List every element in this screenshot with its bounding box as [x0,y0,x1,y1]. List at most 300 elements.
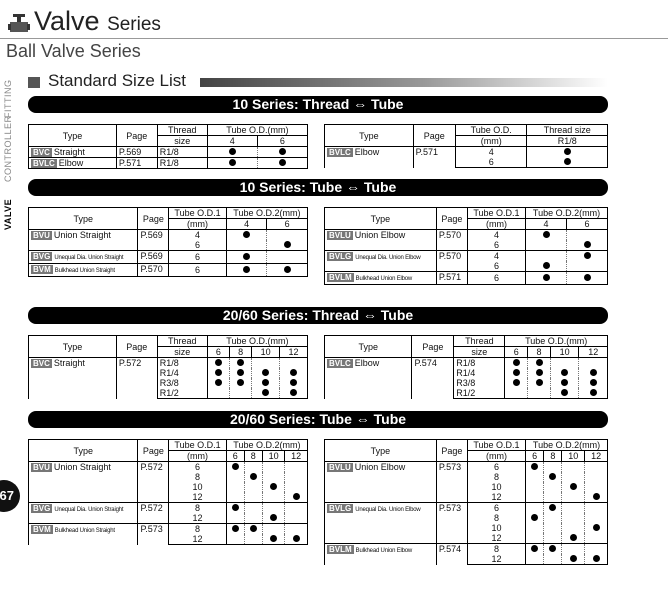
thread-size-cell: R1/8 [454,358,505,369]
col-od: 10 [252,347,280,358]
col-type: Type [325,336,412,358]
availability-cell [226,513,244,524]
availability-cell [526,261,567,272]
col-od: 6 [207,347,229,358]
page-ref[interactable]: P.572 [138,503,169,524]
table-row [325,358,608,369]
availability-cell [527,157,608,168]
availability-dot-icon [536,379,543,386]
availability-cell [226,472,244,482]
availability-cell [526,523,544,533]
product-code-badge: BVLC [329,359,351,368]
col-type: Type [325,208,437,230]
page-ref[interactable]: P.570 [436,251,467,272]
col-od: 4 [526,219,567,230]
product-name: Unequal Dia. Union Elbow [355,255,421,261]
availability-dot-icon [531,545,538,552]
thread-size-cell: R1/4 [454,368,505,378]
availability-cell [579,368,608,378]
title-divider [0,38,668,39]
availability-cell [229,368,251,378]
availability-dot-icon [250,525,257,532]
product-code-badge: BVG [33,252,51,261]
availability-cell [544,554,562,565]
product-name: Bulkhead Union Straight [54,268,115,274]
thread-size-cell: R1/8 [157,158,207,169]
availability-dot-icon [290,389,297,396]
product-name: Straight [53,358,85,368]
side-tab-controller[interactable]: CONTROLLER [3,115,13,182]
availability-dot-icon [536,369,543,376]
availability-cell [579,358,608,369]
product-code-badge: BVU [33,231,50,240]
availability-dot-icon [593,524,600,531]
availability-dot-icon [215,369,222,376]
page-ref[interactable]: P.569 [116,147,157,158]
col-od: 12 [280,347,308,358]
availability-cell [528,388,551,399]
availability-dot-icon [590,389,597,396]
availability-cell [207,147,257,158]
availability-dot-icon [284,241,291,248]
availability-cell [526,240,567,251]
availability-dot-icon [513,359,520,366]
availability-dot-icon [593,493,600,500]
product-name: Elbow [354,358,380,368]
col-od: 8 [229,347,251,358]
availability-cell [280,368,308,378]
tube-od-cell: 12 [169,513,227,524]
availability-cell [244,482,262,492]
type-cell [325,251,437,272]
tube-od-cell: 10 [467,482,525,492]
availability-cell [550,388,578,399]
table-row [325,230,608,241]
tube-od-cell: 10 [467,523,525,533]
availability-dot-icon [215,379,222,386]
thread-size-cell: R3/8 [157,378,207,388]
availability-cell [262,513,285,524]
col-od: 10 [562,451,585,462]
tube-od-cell: 12 [169,534,227,545]
page-ref[interactable]: P.574 [412,358,454,399]
thread-size-cell: R1/2 [157,388,207,399]
page-ref[interactable]: P.571 [436,272,467,285]
col-thread: Thread [454,336,505,347]
page-ref[interactable]: P.571 [116,158,157,169]
availability-cell [262,492,285,503]
col-od: 8 [544,451,562,462]
availability-cell [226,251,267,264]
availability-dot-icon [513,379,520,386]
availability-dot-icon [584,274,591,281]
product-name: Straight [53,147,85,157]
availability-dot-icon [293,493,300,500]
availability-cell [526,503,544,514]
tube-od-cell: 12 [467,492,525,503]
availability-cell [262,462,285,473]
type-cell [325,272,437,285]
col-tube-od1: Tube O.D.1 [467,208,525,219]
availability-cell [207,158,257,169]
page-ref[interactable]: P.574 [436,544,467,565]
page-ref[interactable]: P.572 [138,462,169,503]
availability-dot-icon [243,253,250,260]
availability-dot-icon [250,473,257,480]
availability-dot-icon [590,379,597,386]
col-page: Page [412,336,454,358]
col-tube-od1: Tube O.D.1 [169,208,227,219]
availability-dot-icon [293,535,300,542]
product-name: Union Straight [53,462,111,472]
availability-cell [280,378,308,388]
availability-cell [285,462,308,473]
availability-cell [544,544,562,555]
availability-dot-icon [543,274,550,281]
page-ref[interactable]: P.573 [436,503,467,544]
tube-od-cell: 4 [455,147,526,158]
availability-dot-icon [270,483,277,490]
type-cell [29,158,117,169]
col-od: 6 [505,347,528,358]
product-name: Unequal Dia. Union Elbow [355,507,421,513]
section-title: Standard Size List [48,71,186,90]
availability-cell [207,388,229,399]
page-ref[interactable]: P.570 [138,264,169,277]
availability-cell [579,378,608,388]
availability-dot-icon [237,379,244,386]
availability-cell [285,472,308,482]
col-mm: (mm) [467,219,525,230]
type-cell [29,524,138,545]
col-mm: (mm) [455,136,526,147]
product-code-badge: BVLU [329,231,351,240]
availability-dot-icon [262,389,269,396]
availability-cell [550,368,578,378]
col-page: Page [436,208,467,230]
product-name: Union Elbow [354,230,406,240]
col-tube-od2: Tube O.D.2(mm) [226,440,307,451]
type-cell [29,147,117,158]
product-code-badge: BVG [33,504,51,513]
type-cell [325,503,437,544]
availability-cell [226,503,244,514]
table-row [29,147,308,158]
title-sub: Series [107,14,161,35]
table-2060-thread-tube-right [324,335,608,399]
availability-cell [562,533,585,544]
band-2060-tube-tube: 20/60 Series: Tube ⇔ Tube [28,411,608,428]
availability-cell [226,492,244,503]
table-10-tube-tube-left [28,207,308,277]
availability-cell [207,378,229,388]
product-code-badge: BVU [33,463,50,472]
col-tube-od: Tube O.D.(mm) [505,336,608,347]
availability-cell [505,368,528,378]
availability-cell [285,534,308,545]
availability-dot-icon [584,252,591,259]
valve-icon [8,14,30,34]
tube-od-cell: 8 [169,472,227,482]
tube-od-cell: 8 [169,503,227,514]
availability-cell [280,388,308,399]
col-od: 6 [267,219,308,230]
page-subtitle: Ball Valve Series [6,41,141,61]
availability-dot-icon [561,379,568,386]
tube-od-cell: 6 [467,462,525,473]
availability-cell [262,524,285,535]
tube-od-cell: 6 [455,157,526,168]
availability-dot-icon [570,534,577,541]
col-od: 4 [207,136,257,147]
section-square-icon [28,77,40,88]
availability-cell [526,533,544,544]
col-mm: (mm) [467,451,525,462]
availability-cell [585,523,608,533]
availability-cell [562,523,585,533]
page-ref[interactable]: P.573 [138,524,169,545]
availability-cell [544,462,562,473]
availability-dot-icon [229,148,236,155]
availability-cell [244,513,262,524]
tube-od-cell: 12 [169,492,227,503]
product-name: Bulkhead Union Straight [54,528,115,534]
product-name: Unequal Dia. Union Straight [54,507,124,513]
availability-cell [252,358,280,369]
availability-dot-icon [543,262,550,269]
availability-dot-icon [590,369,597,376]
table-row [29,462,308,473]
col-od: 8 [528,347,551,358]
type-cell [29,358,117,399]
availability-dot-icon [284,266,291,273]
thread-size-cell: R1/2 [454,388,505,399]
table-row [29,358,308,369]
col-thread-size: Thread size [527,125,608,136]
product-code-badge: BVLM [329,545,352,554]
availability-dot-icon [270,535,277,542]
page-title [34,6,161,37]
availability-cell [257,147,307,158]
col-tube-od: Tube O.D. [455,125,526,136]
availability-cell [244,534,262,545]
tube-od-cell: 8 [467,513,525,523]
availability-cell [505,358,528,369]
availability-cell [562,554,585,565]
product-name: Union Elbow [354,462,406,472]
tube-od-cell: 8 [467,544,525,555]
col-od: 6 [526,451,544,462]
tube-od-cell: 6 [467,272,525,285]
col-od: 12 [579,347,608,358]
table-row [325,251,608,262]
availability-cell [285,503,308,514]
page-ref[interactable]: P.573 [436,462,467,503]
availability-cell [567,261,608,272]
col-type: Type [325,125,414,147]
availability-dot-icon [290,369,297,376]
table-row [29,230,308,241]
tube-od-cell: 10 [169,482,227,492]
availability-cell [567,251,608,262]
col-tube-od2: Tube O.D.2(mm) [226,208,307,219]
page-number: 67 [0,480,20,512]
availability-cell [544,472,562,482]
availability-cell [267,240,308,251]
tube-od-cell: 12 [467,554,525,565]
tube-od-cell: 12 [467,533,525,544]
availability-dot-icon [243,266,250,273]
col-thread: Thread [157,336,207,347]
col-type: Type [29,336,117,358]
col-page: Page [436,440,467,462]
availability-cell [544,533,562,544]
title-main: Valve [34,6,100,36]
availability-cell [285,492,308,503]
availability-dot-icon [549,473,556,480]
product-code-badge: BVLC [33,159,55,168]
col-tube-od1: Tube O.D.1 [467,440,525,451]
availability-cell [262,482,285,492]
col-tube-od1: Tube O.D.1 [169,440,227,451]
availability-dot-icon [593,555,600,562]
tube-od-cell: 6 [169,462,227,473]
type-cell [29,251,138,264]
type-cell [325,358,412,399]
product-code-badge: BVLM [329,273,352,282]
thread-size-cell: R1/8 [157,147,207,158]
tube-od-cell: 6 [467,503,525,514]
page-ref[interactable]: P.569 [138,251,169,264]
availability-cell [229,358,251,369]
type-cell [29,462,138,503]
availability-cell [544,492,562,503]
type-cell [29,503,138,524]
product-code-badge: BVM [33,265,51,274]
availability-cell [262,472,285,482]
thread-size-cell: R1/4 [157,368,207,378]
page-ref[interactable]: P.569 [138,230,169,251]
availability-dot-icon [531,463,538,470]
availability-cell [226,240,267,251]
availability-cell [562,482,585,492]
table-10-thread-tube-left [28,124,308,169]
availability-cell [550,358,578,369]
product-code-badge: BVM [33,525,51,534]
col-size: size [157,136,207,147]
col-page: Page [138,208,169,230]
availability-cell [585,492,608,503]
availability-dot-icon [232,463,239,470]
availability-cell [226,482,244,492]
availability-cell [262,534,285,545]
availability-cell [244,503,262,514]
table-row [325,147,608,158]
col-od: 6 [567,219,608,230]
tube-od-cell: 4 [467,251,525,262]
availability-cell [526,230,567,241]
table-row [29,264,308,277]
col-type: Type [29,125,117,147]
col-size: size [454,347,505,358]
type-cell [325,544,437,565]
availability-dot-icon [262,369,269,376]
availability-cell [526,554,544,565]
side-tab-valve[interactable]: VALVE [3,198,13,230]
product-code-badge: BVLU [329,463,351,472]
col-page: Page [116,336,157,358]
page-ref[interactable]: P.572 [116,358,157,399]
availability-cell [244,462,262,473]
availability-cell [544,503,562,514]
col-type: Type [29,208,138,230]
col-od: 12 [585,451,608,462]
type-cell [29,264,138,277]
side-tab-fitting[interactable]: FITTING [3,79,13,118]
availability-dot-icon [570,483,577,490]
col-r18: R1/8 [527,136,608,147]
availability-cell [280,358,308,369]
availability-cell [550,378,578,388]
availability-cell [526,472,544,482]
type-cell [29,230,138,251]
side-navigation [0,70,20,600]
availability-cell [226,524,244,535]
col-tube-od2: Tube O.D.2(mm) [526,208,608,219]
product-code-badge: BVC [33,359,50,368]
availability-cell [544,482,562,492]
table-row [29,251,308,264]
availability-cell [226,264,267,277]
availability-cell [585,472,608,482]
availability-dot-icon [279,148,286,155]
availability-dot-icon [262,379,269,386]
availability-dot-icon [513,369,520,376]
section-gradient-bar [200,78,608,87]
availability-cell [526,251,567,262]
availability-dot-icon [215,359,222,366]
tube-od-cell: 4 [467,230,525,241]
col-od: 6 [226,451,244,462]
product-name: Unequal Dia. Union Straight [54,255,124,261]
col-type: Type [325,440,437,462]
col-page: Page [116,125,157,147]
band-2060-thread-tube: 20/60 Series: Thread ⇔ Tube [28,307,608,324]
product-code-badge: BVC [33,148,50,157]
availability-cell [505,388,528,399]
col-mm: (mm) [169,451,227,462]
page-ref[interactable]: P.571 [413,147,455,168]
page-ref[interactable]: P.570 [436,230,467,251]
availability-cell [267,264,308,277]
type-cell [325,230,437,251]
availability-cell [567,272,608,285]
table-row [325,462,608,473]
availability-cell [562,503,585,514]
type-cell [325,462,437,503]
col-thread: Thread [157,125,207,136]
availability-cell [229,388,251,399]
availability-dot-icon [243,231,250,238]
availability-cell [544,513,562,523]
availability-cell [562,492,585,503]
band-10-thread-tube: 10 Series: Thread ⇔ Tube [28,96,608,113]
product-name: Elbow [354,147,380,157]
availability-cell [229,378,251,388]
availability-cell [244,492,262,503]
product-code-badge: BVLG [329,504,352,513]
availability-cell [585,554,608,565]
